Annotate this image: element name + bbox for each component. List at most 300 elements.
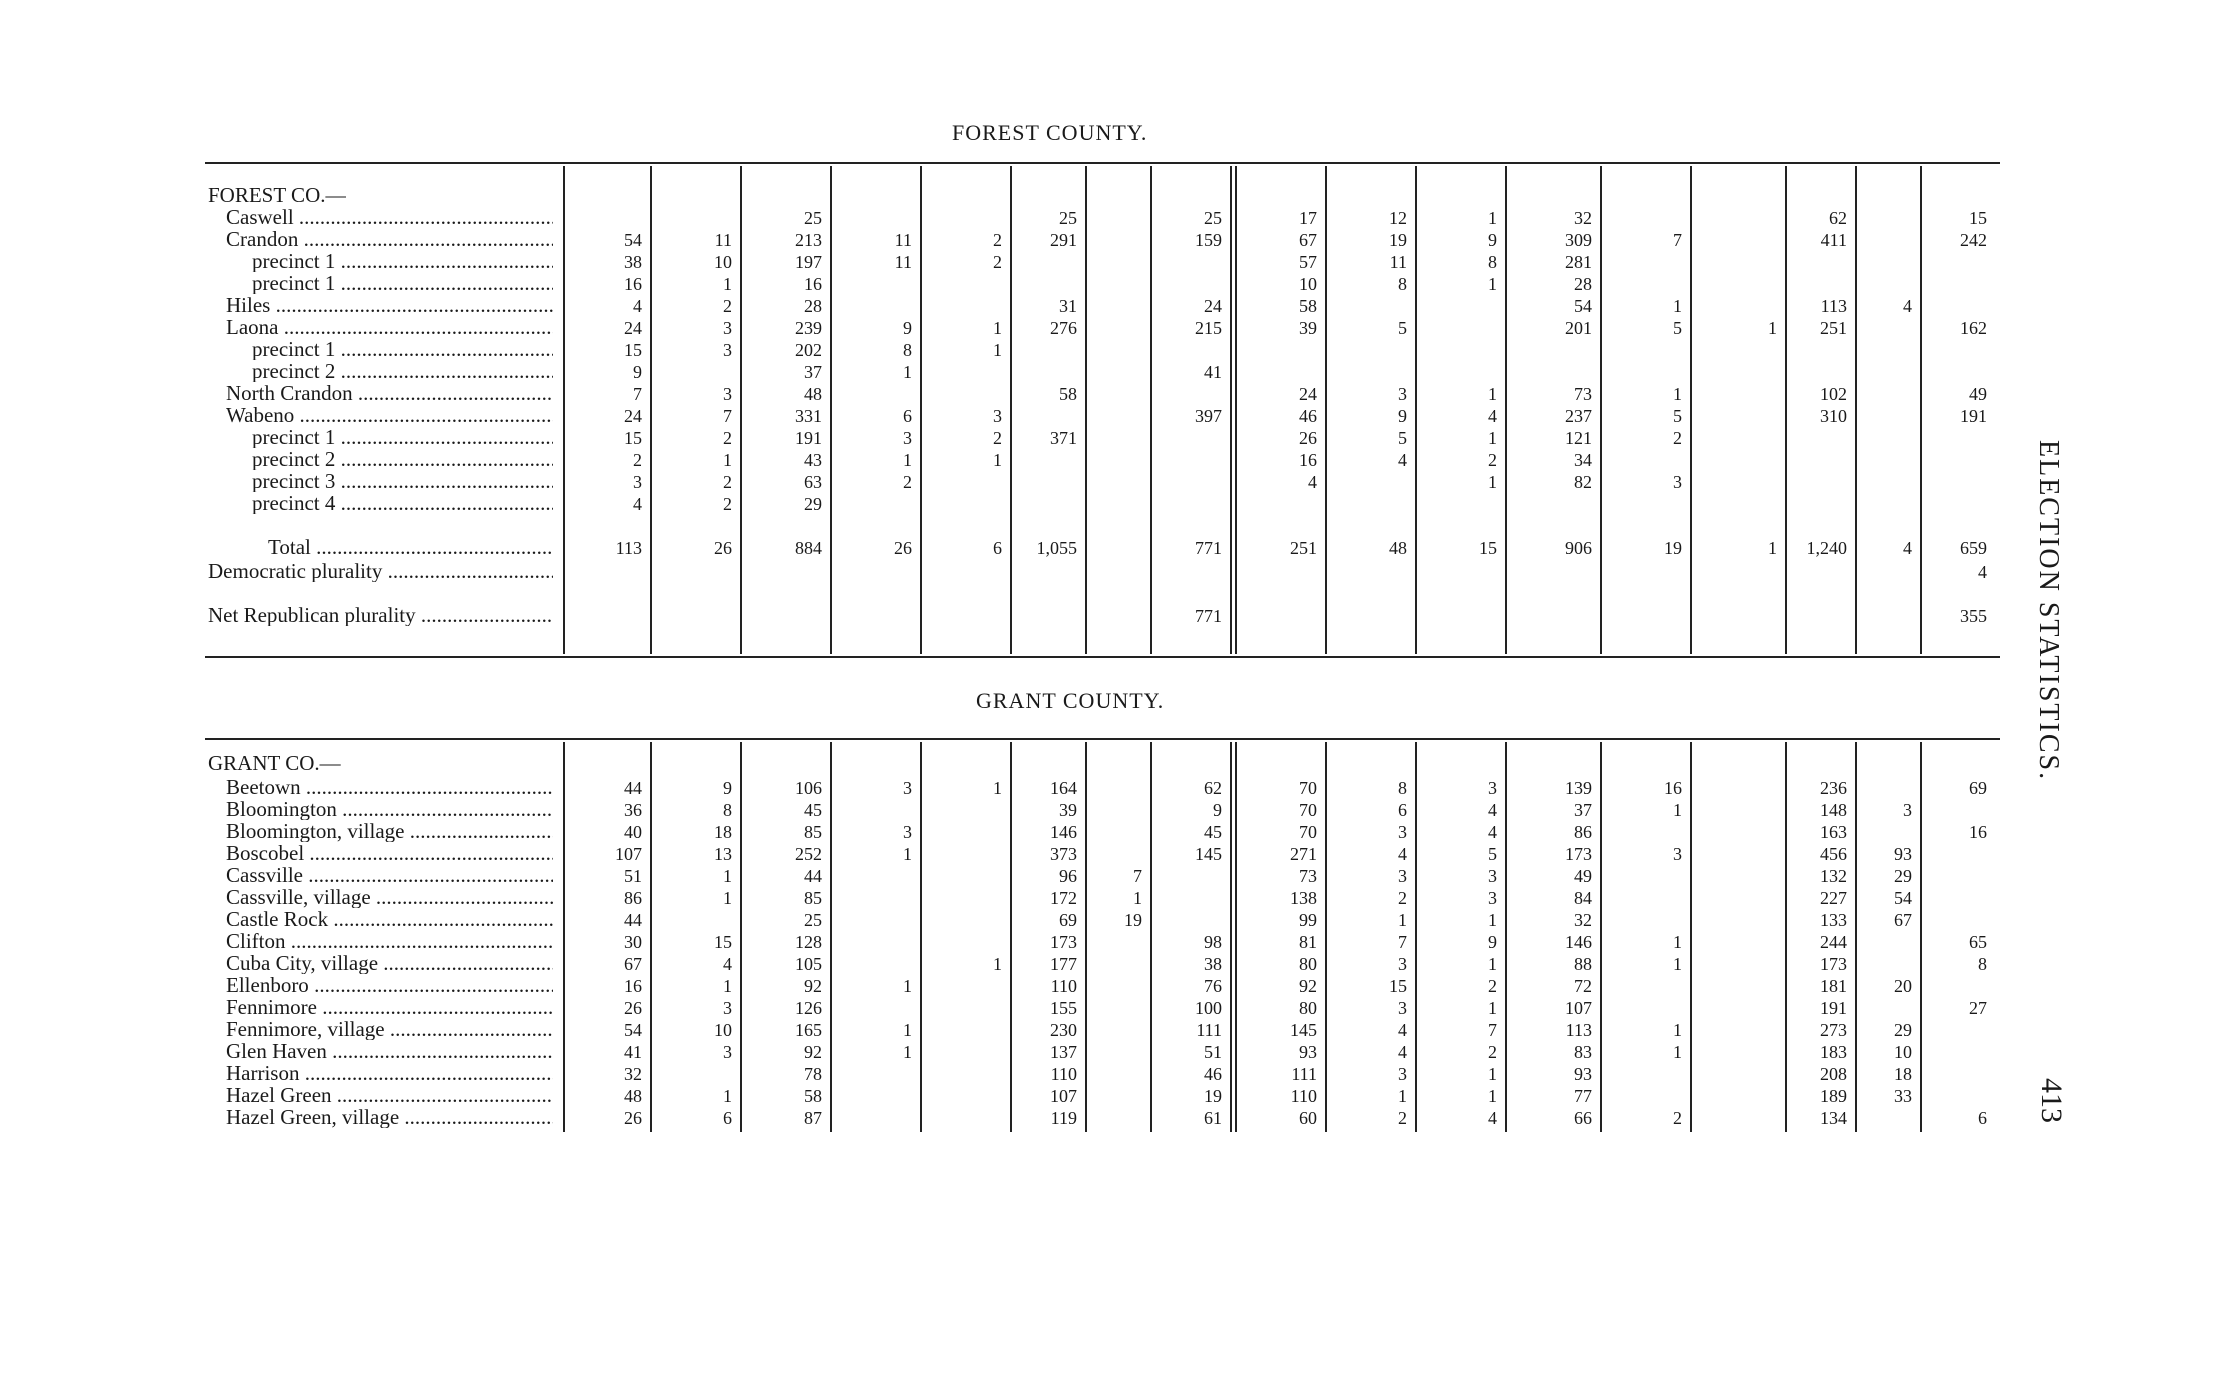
table-cell: 9 bbox=[1488, 230, 1497, 250]
table-cell: 111 bbox=[1196, 1020, 1222, 1040]
row-label: precinct 2 ..... bbox=[252, 448, 553, 470]
table-cell: 3 bbox=[723, 384, 732, 404]
table-cell: 29 bbox=[1894, 866, 1912, 886]
row-label: Wabeno ..... bbox=[226, 404, 553, 426]
table-cell: 164 bbox=[1050, 778, 1077, 798]
table-bottom-rule bbox=[205, 656, 2000, 658]
row-label: Caswell ..... bbox=[226, 206, 553, 228]
table-cell: 132 bbox=[1820, 866, 1847, 886]
table-cell: 43 bbox=[804, 450, 822, 470]
grant-county-title: GRANT COUNTY. bbox=[976, 688, 1165, 713]
column-divider bbox=[1235, 166, 1237, 654]
table-cell: 4 bbox=[1398, 844, 1407, 864]
table-cell: 5 bbox=[1398, 318, 1407, 338]
table-cell: 163 bbox=[1820, 822, 1847, 842]
table-cell: 46 bbox=[1204, 1064, 1222, 1084]
table-cell: 2 bbox=[1673, 428, 1682, 448]
table-cell: 9 bbox=[903, 318, 912, 338]
table-cell: 1 bbox=[1673, 932, 1682, 952]
table-cell: 113 bbox=[1820, 296, 1847, 316]
table-cell: 2 bbox=[723, 494, 732, 514]
table-cell: 72 bbox=[1574, 976, 1592, 996]
table-cell: 81 bbox=[1299, 932, 1317, 952]
table-cell: 70 bbox=[1299, 778, 1317, 798]
table-cell: 67 bbox=[1299, 230, 1317, 250]
table-cell: 3 bbox=[1488, 866, 1497, 886]
table-cell: 271 bbox=[1290, 844, 1317, 864]
table-cell: 3 bbox=[723, 340, 732, 360]
table-cell: 251 bbox=[1820, 318, 1847, 338]
row-label: Net Republican plurality ..... bbox=[208, 604, 553, 626]
table-cell: 87 bbox=[804, 1108, 822, 1128]
table-cell: 110 bbox=[1050, 1064, 1077, 1084]
table-cell: 173 bbox=[1820, 954, 1847, 974]
table-cell: 32 bbox=[624, 1064, 642, 1084]
table-cell: 77 bbox=[1574, 1086, 1592, 1106]
table-cell: 39 bbox=[1059, 800, 1077, 820]
row-label: Cassville ..... bbox=[226, 864, 553, 886]
table-cell: 32 bbox=[1574, 910, 1592, 930]
table-cell: 88 bbox=[1574, 954, 1592, 974]
table-cell: 16 bbox=[1664, 778, 1682, 798]
table-cell: 1 bbox=[723, 274, 732, 294]
table-cell: 159 bbox=[1195, 230, 1222, 250]
table-cell: 4 bbox=[633, 494, 642, 514]
table-cell: 10 bbox=[714, 1020, 732, 1040]
table-cell: 85 bbox=[804, 888, 822, 908]
table-cell: 4 bbox=[1978, 562, 1987, 582]
table-cell: 8 bbox=[1978, 954, 1987, 974]
table-cell: 2 bbox=[903, 472, 912, 492]
table-cell: 1 bbox=[723, 866, 732, 886]
table-cell: 32 bbox=[1574, 208, 1592, 228]
table-cell: 1 bbox=[1673, 384, 1682, 404]
table-cell: 146 bbox=[1565, 932, 1592, 952]
table-cell: 273 bbox=[1820, 1020, 1847, 1040]
table-cell: 1 bbox=[1768, 318, 1777, 338]
table-cell: 31 bbox=[1059, 296, 1077, 316]
table-cell: 3 bbox=[1488, 888, 1497, 908]
table-cell: 38 bbox=[624, 252, 642, 272]
table-cell: 80 bbox=[1299, 998, 1317, 1018]
table-cell: 73 bbox=[1574, 384, 1592, 404]
table-cell: 3 bbox=[1398, 1064, 1407, 1084]
table-cell: 26 bbox=[624, 1108, 642, 1128]
table-cell: 28 bbox=[804, 296, 822, 316]
table-cell: 162 bbox=[1960, 318, 1987, 338]
table-cell: 3 bbox=[1398, 866, 1407, 886]
table-cell: 4 bbox=[1398, 1042, 1407, 1062]
table-cell: 1 bbox=[1673, 800, 1682, 820]
column-divider bbox=[1085, 166, 1087, 654]
table-cell: 111 bbox=[1291, 1064, 1317, 1084]
table-cell: 9 bbox=[1488, 932, 1497, 952]
table-cell: 239 bbox=[795, 318, 822, 338]
table-cell: 25 bbox=[804, 910, 822, 930]
table-cell: 25 bbox=[1059, 208, 1077, 228]
table-cell: 2 bbox=[723, 472, 732, 492]
table-cell: 9 bbox=[723, 778, 732, 798]
row-label: Beetown ..... bbox=[226, 776, 553, 798]
row-label: precinct 3 ..... bbox=[252, 470, 553, 492]
row-label: North Crandon ..... bbox=[226, 382, 553, 404]
table-cell: 48 bbox=[624, 1086, 642, 1106]
column-divider bbox=[920, 742, 922, 1132]
table-cell: 113 bbox=[615, 538, 642, 558]
table-cell: 4 bbox=[1488, 1108, 1497, 1128]
table-cell: 1 bbox=[993, 318, 1002, 338]
table-cell: 100 bbox=[1195, 998, 1222, 1018]
table-cell: 48 bbox=[804, 384, 822, 404]
row-label: Cuba City, village ..... bbox=[226, 952, 553, 974]
table-cell: 85 bbox=[804, 822, 822, 842]
table-cell: 106 bbox=[795, 778, 822, 798]
table-cell: 54 bbox=[1574, 296, 1592, 316]
table-cell: 110 bbox=[1290, 1086, 1317, 1106]
table-cell: 6 bbox=[1978, 1108, 1987, 1128]
table-cell: 66 bbox=[1574, 1108, 1592, 1128]
table-cell: 7 bbox=[723, 406, 732, 426]
table-cell: 177 bbox=[1050, 954, 1077, 974]
row-label: Democratic plurality ..... bbox=[208, 560, 553, 582]
table-cell: 16 bbox=[1299, 450, 1317, 470]
table-cell: 3 bbox=[1673, 472, 1682, 492]
table-cell: 102 bbox=[1820, 384, 1847, 404]
table-cell: 54 bbox=[624, 1020, 642, 1040]
table-cell: 1,055 bbox=[1036, 538, 1077, 558]
table-cell: 1 bbox=[723, 450, 732, 470]
column-divider bbox=[1690, 742, 1692, 1132]
table-cell: 1,240 bbox=[1806, 538, 1847, 558]
table-cell: 146 bbox=[1050, 822, 1077, 842]
table-cell: 7 bbox=[1488, 1020, 1497, 1040]
table-cell: 1 bbox=[1488, 998, 1497, 1018]
row-label: precinct 1 ..... bbox=[252, 272, 553, 294]
table-cell: 1 bbox=[1398, 1086, 1407, 1106]
table-cell: 58 bbox=[804, 1086, 822, 1106]
table-cell: 371 bbox=[1050, 428, 1077, 448]
table-cell: 7 bbox=[1398, 932, 1407, 952]
table-cell: 1 bbox=[1488, 1064, 1497, 1084]
table-cell: 3 bbox=[903, 822, 912, 842]
table-cell: 1 bbox=[993, 450, 1002, 470]
row-label: Hazel Green ..... bbox=[226, 1084, 553, 1106]
table-cell: 8 bbox=[1398, 274, 1407, 294]
table-cell: 5 bbox=[1673, 406, 1682, 426]
table-cell: 62 bbox=[1204, 778, 1222, 798]
table-cell: 54 bbox=[1894, 888, 1912, 908]
column-divider bbox=[1235, 742, 1237, 1132]
table-cell: 41 bbox=[624, 1042, 642, 1062]
table-cell: 76 bbox=[1204, 976, 1222, 996]
table-cell: 138 bbox=[1290, 888, 1317, 908]
table-cell: 113 bbox=[1565, 1020, 1592, 1040]
table-cell: 93 bbox=[1299, 1042, 1317, 1062]
table-cell: 15 bbox=[624, 340, 642, 360]
table-cell: 1 bbox=[1488, 910, 1497, 930]
table-top-rule bbox=[205, 738, 2000, 740]
table-cell: 121 bbox=[1565, 428, 1592, 448]
table-cell: 3 bbox=[1488, 778, 1497, 798]
column-divider bbox=[1855, 166, 1857, 654]
table-cell: 1 bbox=[1488, 384, 1497, 404]
table-cell: 24 bbox=[624, 318, 642, 338]
table-cell: 4 bbox=[1903, 296, 1912, 316]
table-cell: 24 bbox=[1204, 296, 1222, 316]
table-cell: 18 bbox=[714, 822, 732, 842]
table-cell: 9 bbox=[1213, 800, 1222, 820]
table-cell: 96 bbox=[1059, 866, 1077, 886]
table-cell: 61 bbox=[1204, 1108, 1222, 1128]
table-cell: 18 bbox=[1894, 1064, 1912, 1084]
table-cell: 33 bbox=[1894, 1086, 1912, 1106]
table-cell: 172 bbox=[1050, 888, 1077, 908]
table-cell: 1 bbox=[1488, 472, 1497, 492]
table-cell: 60 bbox=[1299, 1108, 1317, 1128]
column-divider bbox=[1230, 742, 1232, 1132]
table-cell: 11 bbox=[714, 230, 732, 250]
table-cell: 83 bbox=[1574, 1042, 1592, 1062]
table-cell: 92 bbox=[804, 976, 822, 996]
table-cell: 145 bbox=[1290, 1020, 1317, 1040]
column-divider bbox=[1085, 742, 1087, 1132]
table-cell: 1 bbox=[993, 954, 1002, 974]
table-cell: 126 bbox=[795, 998, 822, 1018]
table-cell: 99 bbox=[1299, 910, 1317, 930]
table-cell: 3 bbox=[1398, 384, 1407, 404]
table-cell: 5 bbox=[1488, 844, 1497, 864]
table-cell: 355 bbox=[1960, 606, 1987, 626]
table-cell: 3 bbox=[723, 318, 732, 338]
table-cell: 252 bbox=[795, 844, 822, 864]
row-label: Boscobel ..... bbox=[226, 842, 553, 864]
row-label: Bloomington ..... bbox=[226, 798, 553, 820]
row-label: precinct 2 ..... bbox=[252, 360, 553, 382]
table-cell: 41 bbox=[1204, 362, 1222, 382]
table-cell: 2 bbox=[1673, 1108, 1682, 1128]
row-label: Harrison ..... bbox=[226, 1062, 553, 1084]
table-cell: 26 bbox=[714, 538, 732, 558]
table-cell: 107 bbox=[615, 844, 642, 864]
table-cell: 57 bbox=[1299, 252, 1317, 272]
table-cell: 37 bbox=[1574, 800, 1592, 820]
table-cell: 8 bbox=[723, 800, 732, 820]
table-cell: 4 bbox=[723, 954, 732, 974]
table-cell: 45 bbox=[1204, 822, 1222, 842]
table-cell: 6 bbox=[993, 538, 1002, 558]
table-cell: 16 bbox=[1969, 822, 1987, 842]
table-cell: 24 bbox=[624, 406, 642, 426]
table-cell: 5 bbox=[1398, 428, 1407, 448]
table-cell: 3 bbox=[633, 472, 642, 492]
table-cell: 227 bbox=[1820, 888, 1847, 908]
row-label: precinct 1 ..... bbox=[252, 426, 553, 448]
table-cell: 1 bbox=[903, 1020, 912, 1040]
table-cell: 67 bbox=[1894, 910, 1912, 930]
table-cell: 215 bbox=[1195, 318, 1222, 338]
table-cell: 1 bbox=[903, 450, 912, 470]
table-cell: 62 bbox=[1829, 208, 1847, 228]
row-label: Fennimore, village ..... bbox=[226, 1018, 553, 1040]
table-cell: 63 bbox=[804, 472, 822, 492]
table-top-rule bbox=[205, 162, 2000, 164]
table-cell: 16 bbox=[624, 976, 642, 996]
table-cell: 36 bbox=[624, 800, 642, 820]
row-label: Hazel Green, village ..... bbox=[226, 1106, 553, 1128]
table-cell: 2 bbox=[1488, 1042, 1497, 1062]
table-cell: 20 bbox=[1894, 976, 1912, 996]
table-cell: 208 bbox=[1820, 1064, 1847, 1084]
table-cell: 4 bbox=[1488, 822, 1497, 842]
table-cell: 9 bbox=[633, 362, 642, 382]
table-cell: 93 bbox=[1894, 844, 1912, 864]
table-cell: 1 bbox=[1673, 296, 1682, 316]
table-cell: 10 bbox=[1299, 274, 1317, 294]
table-cell: 2 bbox=[1398, 888, 1407, 908]
table-cell: 6 bbox=[903, 406, 912, 426]
table-cell: 3 bbox=[723, 1042, 732, 1062]
table-cell: 58 bbox=[1299, 296, 1317, 316]
row-label: FOREST CO.— bbox=[208, 184, 347, 206]
table-cell: 29 bbox=[1894, 1020, 1912, 1040]
table-cell: 1 bbox=[723, 976, 732, 996]
table-cell: 310 bbox=[1820, 406, 1847, 426]
table-cell: 771 bbox=[1195, 606, 1222, 626]
table-cell: 44 bbox=[624, 778, 642, 798]
table-cell: 1 bbox=[1673, 954, 1682, 974]
table-cell: 19 bbox=[1389, 230, 1407, 250]
row-label: Total ..... bbox=[268, 536, 553, 558]
table-cell: 10 bbox=[1894, 1042, 1912, 1062]
table-cell: 291 bbox=[1050, 230, 1077, 250]
table-cell: 26 bbox=[894, 538, 912, 558]
table-cell: 12 bbox=[1389, 208, 1407, 228]
table-cell: 98 bbox=[1204, 932, 1222, 952]
table-cell: 197 bbox=[795, 252, 822, 272]
table-cell: 25 bbox=[804, 208, 822, 228]
table-cell: 137 bbox=[1050, 1042, 1077, 1062]
table-cell: 191 bbox=[795, 428, 822, 448]
table-cell: 281 bbox=[1565, 252, 1592, 272]
table-cell: 237 bbox=[1565, 406, 1592, 426]
table-cell: 155 bbox=[1050, 998, 1077, 1018]
table-cell: 2 bbox=[723, 296, 732, 316]
table-cell: 1 bbox=[1673, 1042, 1682, 1062]
table-cell: 145 bbox=[1195, 844, 1222, 864]
table-cell: 4 bbox=[1398, 1020, 1407, 1040]
row-label: Clifton ..... bbox=[226, 930, 553, 952]
table-cell: 9 bbox=[1398, 406, 1407, 426]
table-cell: 1 bbox=[993, 340, 1002, 360]
table-cell: 191 bbox=[1960, 406, 1987, 426]
table-cell: 3 bbox=[903, 428, 912, 448]
table-cell: 11 bbox=[894, 230, 912, 250]
row-label: Hiles ..... bbox=[226, 294, 553, 316]
table-cell: 1 bbox=[903, 976, 912, 996]
table-cell: 15 bbox=[1969, 208, 1987, 228]
table-cell: 189 bbox=[1820, 1086, 1847, 1106]
row-label: Crandon ..... bbox=[226, 228, 553, 250]
table-cell: 7 bbox=[633, 384, 642, 404]
column-divider bbox=[830, 742, 832, 1132]
table-cell: 242 bbox=[1960, 230, 1987, 250]
table-cell: 6 bbox=[723, 1108, 732, 1128]
table-cell: 181 bbox=[1820, 976, 1847, 996]
table-cell: 884 bbox=[795, 538, 822, 558]
table-cell: 24 bbox=[1299, 384, 1317, 404]
table-cell: 8 bbox=[1398, 778, 1407, 798]
table-cell: 1 bbox=[1488, 428, 1497, 448]
table-cell: 2 bbox=[1398, 1108, 1407, 1128]
table-cell: 2 bbox=[993, 428, 1002, 448]
table-cell: 2 bbox=[993, 230, 1002, 250]
table-cell: 7 bbox=[1133, 866, 1142, 886]
row-label: Laona ..... bbox=[226, 316, 553, 338]
table-cell: 173 bbox=[1050, 932, 1077, 952]
table-cell: 15 bbox=[624, 428, 642, 448]
table-cell: 251 bbox=[1290, 538, 1317, 558]
table-cell: 191 bbox=[1820, 998, 1847, 1018]
table-cell: 26 bbox=[1299, 428, 1317, 448]
table-cell: 236 bbox=[1820, 778, 1847, 798]
table-cell: 2 bbox=[723, 428, 732, 448]
table-cell: 1 bbox=[903, 844, 912, 864]
column-divider bbox=[1690, 166, 1692, 654]
table-cell: 110 bbox=[1050, 976, 1077, 996]
table-cell: 3 bbox=[1673, 844, 1682, 864]
row-label: Castle Rock ..... bbox=[226, 908, 553, 930]
table-cell: 25 bbox=[1204, 208, 1222, 228]
table-cell: 93 bbox=[1574, 1064, 1592, 1084]
table-cell: 4 bbox=[1398, 450, 1407, 470]
table-cell: 34 bbox=[1574, 450, 1592, 470]
table-cell: 15 bbox=[714, 932, 732, 952]
row-label: Glen Haven ..... bbox=[226, 1040, 553, 1062]
table-cell: 15 bbox=[1389, 976, 1407, 996]
table-cell: 16 bbox=[624, 274, 642, 294]
table-cell: 86 bbox=[1574, 822, 1592, 842]
table-cell: 202 bbox=[795, 340, 822, 360]
table-cell: 73 bbox=[1299, 866, 1317, 886]
table-cell: 19 bbox=[1664, 538, 1682, 558]
table-cell: 28 bbox=[1574, 274, 1592, 294]
table-cell: 659 bbox=[1960, 538, 1987, 558]
table-cell: 7 bbox=[1673, 230, 1682, 250]
table-cell: 1 bbox=[723, 888, 732, 908]
table-cell: 1 bbox=[1488, 1086, 1497, 1106]
table-cell: 70 bbox=[1299, 800, 1317, 820]
table-cell: 5 bbox=[1673, 318, 1682, 338]
table-cell: 331 bbox=[795, 406, 822, 426]
page-number: 413 bbox=[2035, 1078, 2068, 1123]
table-cell: 44 bbox=[804, 866, 822, 886]
row-label: precinct 1 ..... bbox=[252, 338, 553, 360]
table-cell: 4 bbox=[1488, 800, 1497, 820]
table-cell: 3 bbox=[1903, 800, 1912, 820]
table-cell: 107 bbox=[1050, 1086, 1077, 1106]
table-cell: 119 bbox=[1050, 1108, 1077, 1128]
table-cell: 1 bbox=[1398, 910, 1407, 930]
table-cell: 183 bbox=[1820, 1042, 1847, 1062]
row-label: Fennimore ..... bbox=[226, 996, 553, 1018]
table-cell: 16 bbox=[804, 274, 822, 294]
table-cell: 51 bbox=[624, 866, 642, 886]
table-cell: 128 bbox=[795, 932, 822, 952]
table-cell: 45 bbox=[804, 800, 822, 820]
table-cell: 49 bbox=[1574, 866, 1592, 886]
table-cell: 1 bbox=[1488, 954, 1497, 974]
table-cell: 1 bbox=[1488, 208, 1497, 228]
